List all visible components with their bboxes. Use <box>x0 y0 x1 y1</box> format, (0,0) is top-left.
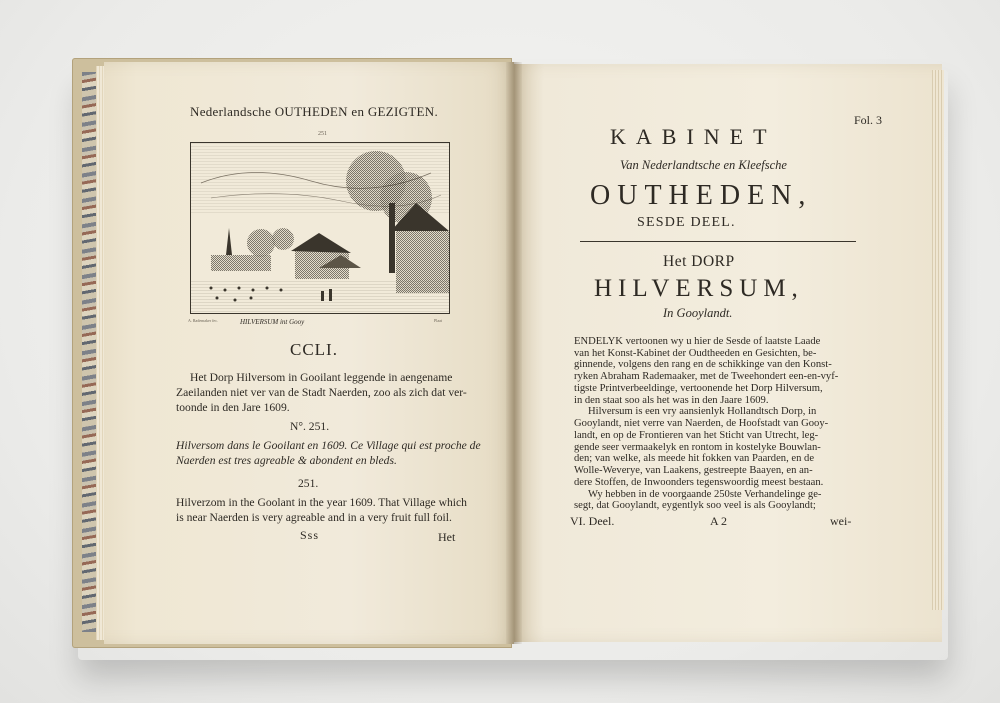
dutch-line: Het Dorp Hilversom in Gooilant leggende in aengename <box>190 371 453 384</box>
catchword-footer: wei- <box>830 514 852 528</box>
engraving-caption: HILVERSUM int Gooy <box>240 318 305 326</box>
plate-number: 251 <box>318 131 327 137</box>
engraving-right-credit: Plaat <box>434 318 442 323</box>
english-line: is near Naerden is very agreable and in a very fruit full foil. <box>176 511 452 524</box>
body-line: den; van welke, als meede hit fokken van Paarden, en de <box>574 453 815 465</box>
right-page-edges <box>932 70 944 610</box>
body-line: van het Konst-Kabinet der Oudtheeden en Gesichten, be- <box>574 347 817 359</box>
engraving-hilversum <box>190 142 450 314</box>
title-kabinet: KABINET <box>610 124 777 149</box>
body-line: in den staat soo als het was in den Jaare 1609. <box>574 394 769 406</box>
body-line: landt, en op de Frontieren van het Sticht van Utrecht, leg- <box>574 429 819 441</box>
english-number-label: 251. <box>298 477 319 490</box>
subtitle-van: Van Nederlandtsche en Kleefsche <box>620 158 787 172</box>
body-line: Hilversum is een vry aansienlyk Hollandtsch Dorp, in <box>588 406 817 418</box>
book-gutter <box>506 62 522 644</box>
dutch-line: toonde in den Jare 1609. <box>176 401 290 414</box>
english-line: Hilverzom in the Goolant in the year 1609. That Village which <box>176 496 467 509</box>
body-line: tigste Printverbeeldinge, vertoonende het Dorp Hilversum, <box>574 382 823 394</box>
catchword: Het <box>438 530 456 544</box>
signature-mark: Sss <box>300 528 320 542</box>
body-line: ginnende, volgens den rang en de schikkinge van den Konst- <box>574 359 832 371</box>
plate-numeral: CCLI. <box>290 340 338 359</box>
left-page-header: Nederlandsche OUTHEDEN en GEZIGTEN. <box>190 104 439 119</box>
body-line: ryken Abraham Rademaaker, met de Tweehondert een-en-vyf- <box>574 371 839 383</box>
body-line: Wy hebben in de voorgaande 250ste Verhandelinge ge- <box>588 488 822 500</box>
body-line: ENDELYK vertoonen wy u hier de Sesde of laatste Laade <box>574 336 821 347</box>
heading-het-dorp: Het DORP <box>663 253 735 270</box>
title-rule <box>580 241 856 242</box>
heading-in-gooylandt: In Gooylandt. <box>663 306 733 320</box>
volume-footer: VI. Deel. <box>570 514 615 528</box>
french-line: Hilversom dans le Gooilant en 1609. Ce Village qui est proche de <box>176 439 481 452</box>
dutch-line: Zaeilanden niet ver van de Stadt Naerden, zoo als zich dat ver- <box>176 386 467 399</box>
title-outheden: OUTHEDEN, <box>590 180 813 211</box>
signature-footer: A 2 <box>710 514 728 528</box>
french-line: Naerden est tres agreable & abondent en bleds. <box>176 454 397 467</box>
body-line: dere Stoffen, de Inwoonders tegenswoordig meest bestaan. <box>574 476 824 488</box>
heading-hilversum: HILVERSUM, <box>594 275 804 302</box>
body-line: segt, dat Gooylandt, eygentlyk soo veel is als Gooylandt; <box>574 500 816 512</box>
body-line: Wolle-Weverye, van Laakens, gestreepte Baayen, en an- <box>574 465 813 477</box>
volume-sesde-deel: SESDE DEEL. <box>637 215 736 230</box>
engraving-left-credit: A. Rademaker fec. <box>188 318 218 323</box>
french-number-label: N°. 251. <box>290 420 330 433</box>
folio-number: Fol. 3 <box>854 113 883 127</box>
village-engraving-illustration <box>191 143 449 313</box>
body-line: gende seer vermaakelyk en rontom in kostelyke Bouwlan- <box>574 441 821 453</box>
body-line: Gooylandt, niet verre van Naerden, de Hoofstadt van Gooy- <box>574 418 829 430</box>
